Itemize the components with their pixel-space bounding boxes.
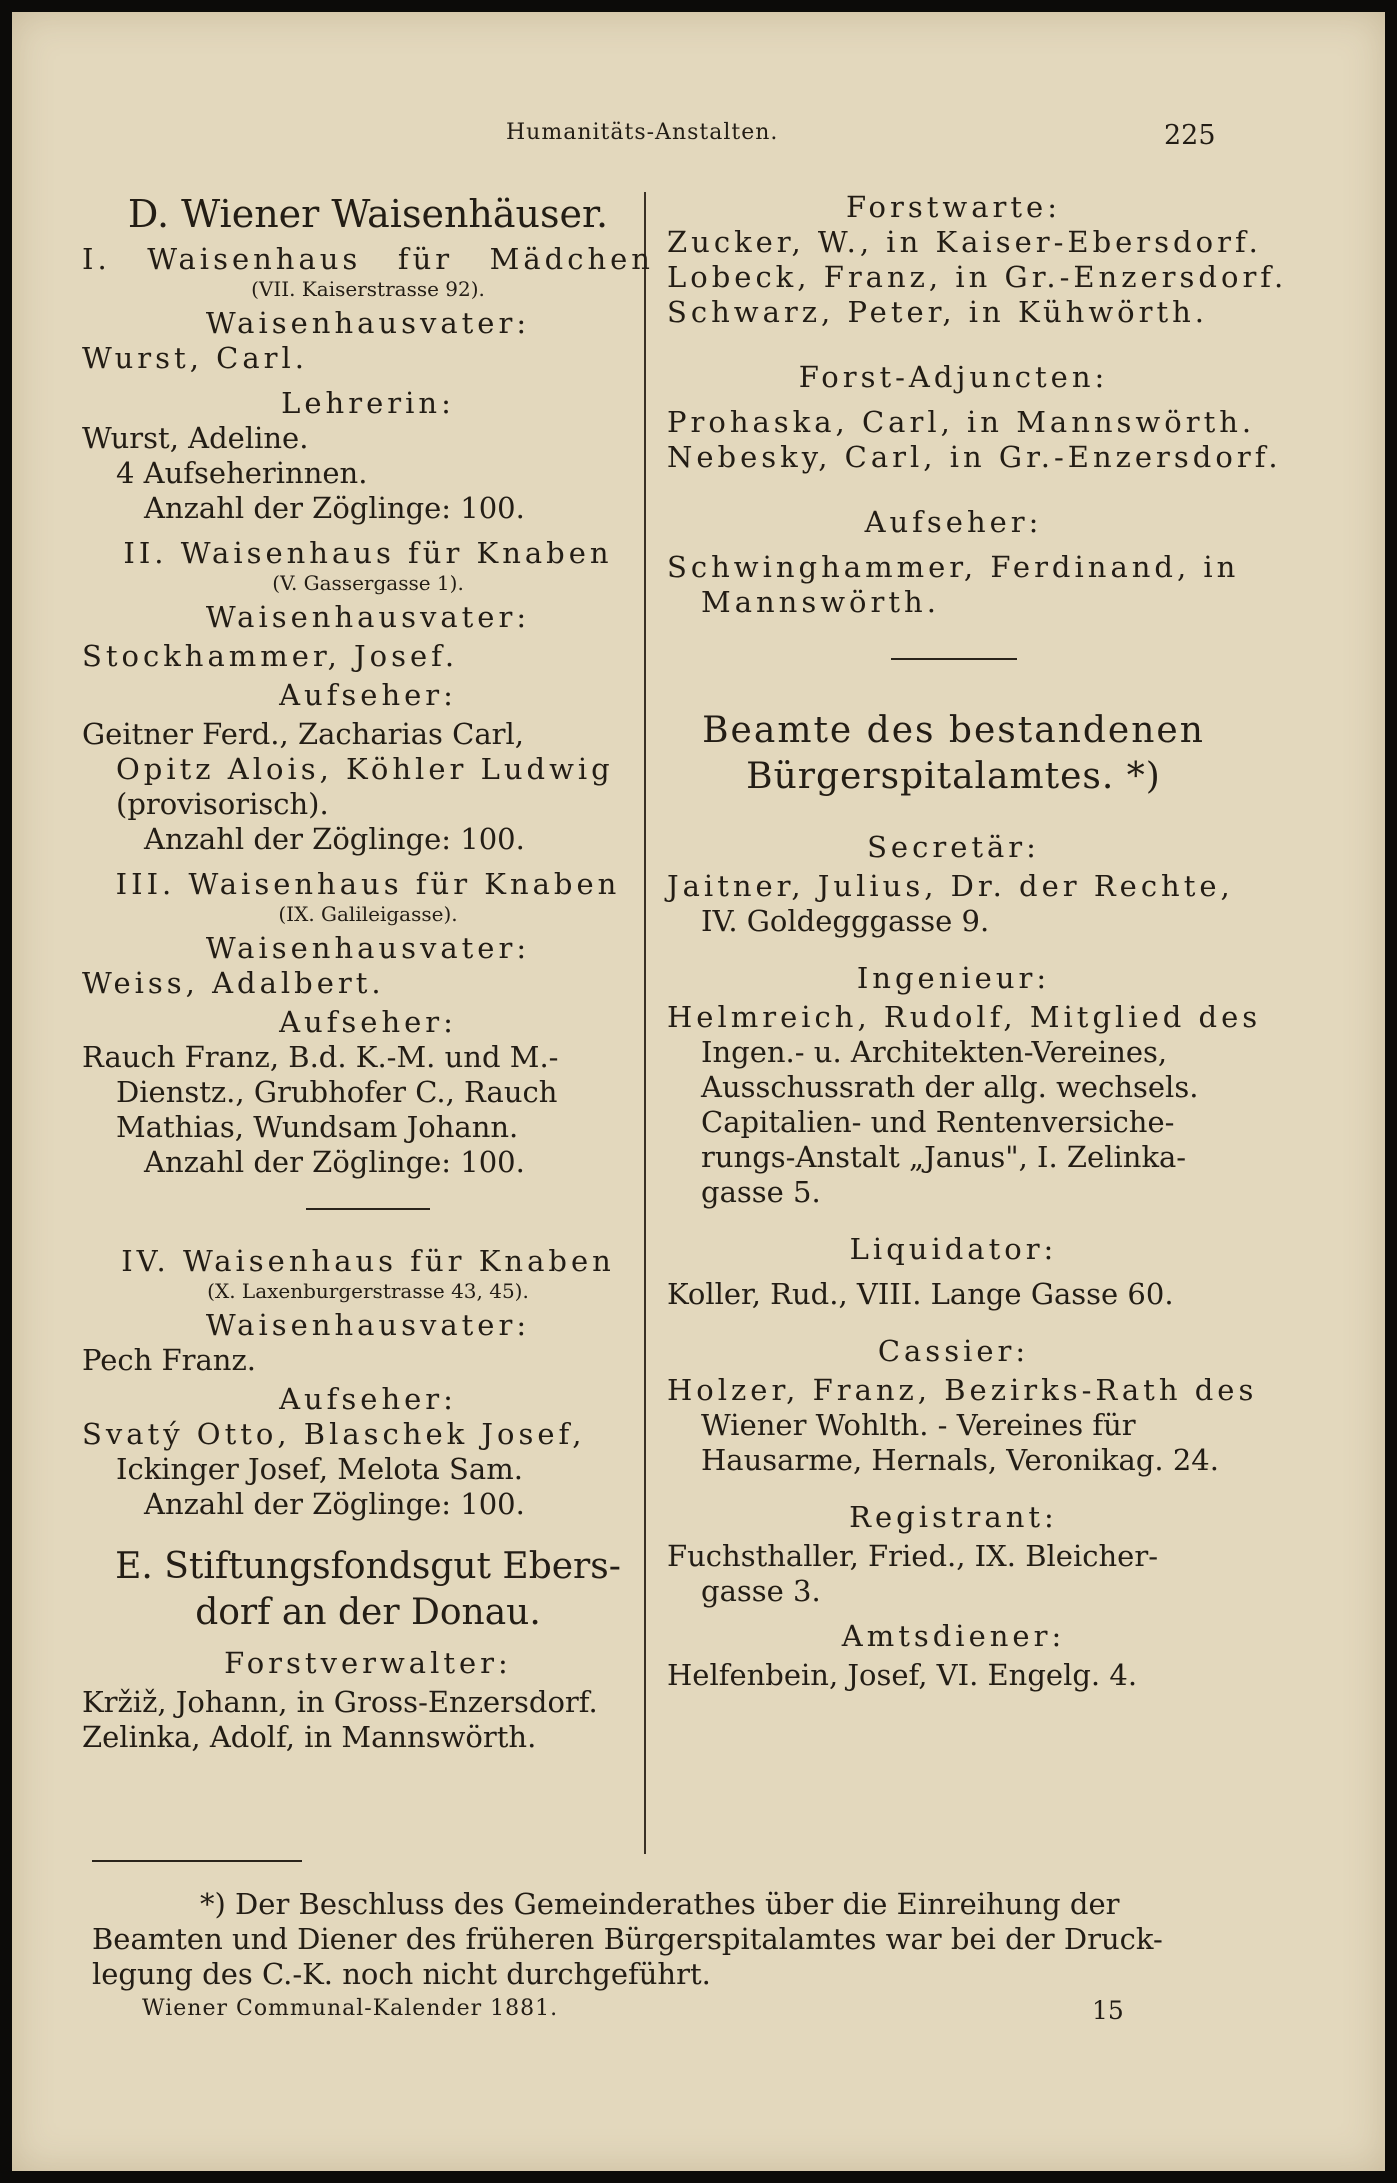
footer-signature-number: 15	[1092, 1996, 1124, 2025]
section-e-title-line-2: dorf an der Donau.	[195, 1592, 541, 1633]
forstwarte-line-1: Zucker, W., in Kaiser-Ebersdorf.	[667, 225, 1262, 259]
adjuncten-role: Forst-Adjuncten:	[798, 360, 1109, 394]
secretaer-line-2: IV. Goldegggasse 9.	[701, 904, 990, 938]
orphanage-4	[82, 1244, 654, 1522]
ingenieur-line-2: Ingen.- u. Architekten-Vereines,	[701, 1035, 1168, 1069]
running-head: Humanitäts-Anstalten.	[506, 120, 779, 145]
orphanage-3	[82, 867, 654, 1180]
page-number: 225	[1164, 120, 1216, 151]
section-e	[82, 1544, 654, 1755]
footnote-rule	[92, 1860, 302, 1862]
orphanage-4-line-1: Svatý Otto, Blaschek Josef,	[82, 1417, 586, 1451]
footnote-line-2: Beamten und Diener des früheren Bürgerspitalamtes war bei der Druck-	[92, 1922, 1163, 1956]
forstwarte-line-2: Lobeck, Franz, in Gr.-Enzersdorf.	[667, 260, 1288, 294]
beamte-title-line-1: Beamte des bestandenen	[702, 710, 1205, 751]
orphanage-3-role2: Aufseher:	[279, 1005, 457, 1039]
left-column	[82, 190, 654, 1755]
liquidator-role: Liquidator:	[849, 1232, 1058, 1266]
orphanage-3-line-2: Dienstz., Grubhofer C., Rauch	[116, 1075, 558, 1109]
aufseher-block	[667, 505, 1240, 620]
section-e-role: Forstverwalter:	[224, 1646, 512, 1680]
orphanage-4-role2: Aufseher:	[279, 1382, 457, 1416]
adjuncten-block	[667, 360, 1282, 475]
ingenieur-line-5: rungs-Anstalt „Janus", I. Zelinka-	[701, 1140, 1187, 1174]
cassier-line-2: Wiener Wohlth. - Vereines für	[701, 1408, 1136, 1442]
amtsdiener-line-1: Helfenbein, Josef, VI. Engelg. 4.	[667, 1658, 1138, 1692]
orphanage-2-address: (V. Gassergasse 1).	[272, 571, 464, 595]
orphanage-4-title: IV. Waisenhaus für Knaben	[121, 1244, 615, 1278]
orphanage-4-line-2: Ickinger Josef, Melota Sam.	[116, 1452, 523, 1486]
beamte-section	[667, 708, 1262, 1693]
page	[12, 12, 1385, 2171]
orphanage-2	[82, 536, 654, 857]
orphanage-2-line-3: (provisorisch).	[116, 787, 329, 821]
orphanage-1-name1: Wurst, Carl.	[82, 341, 308, 375]
forstwarte-block	[667, 190, 1288, 330]
registrant-role: Registrant:	[849, 1500, 1058, 1534]
orphanage-2-count: Anzahl der Zöglinge: 100.	[144, 822, 525, 856]
cassier-line-3: Hausarme, Hernals, Veronikag. 24.	[701, 1443, 1219, 1477]
section-rule-left	[306, 1208, 430, 1210]
adjuncten-line-2: Nebesky, Carl, in Gr.-Enzersdorf.	[667, 440, 1282, 474]
orphanage-3-count: Anzahl der Zöglinge: 100.	[144, 1145, 525, 1179]
orphanage-1-line3: 4 Aufseherinnen.	[116, 456, 368, 490]
cassier-line-1: Holzer, Franz, Bezirks-Rath des	[667, 1373, 1258, 1407]
orphanage-2-title: II. Waisenhaus für Knaben	[123, 536, 613, 570]
ingenieur-role: Ingenieur:	[856, 961, 1051, 995]
registrant-line-1: Fuchsthaller, Fried., IX. Bleicher-	[667, 1539, 1158, 1573]
orphanage-1	[82, 242, 654, 526]
section-e-line-1: Kržiž, Johann, in Gross-Enzersdorf.	[82, 1685, 598, 1719]
right-column	[667, 190, 1288, 1693]
orphanage-4-name1: Pech Franz.	[82, 1343, 256, 1377]
forstwarte-line-3: Schwarz, Peter, in Kühwörth.	[667, 295, 1209, 329]
orphanage-4-role1: Waisenhausvater:	[205, 1308, 531, 1342]
cassier-role: Cassier:	[877, 1334, 1030, 1368]
ingenieur-line-3: Ausschussrath der allg. wechsels.	[701, 1070, 1199, 1104]
orphanage-3-line-3: Mathias, Wundsam Johann.	[116, 1110, 519, 1144]
orphanage-1-role2: Lehrerin:	[281, 386, 455, 420]
orphanage-3-line-1: Rauch Franz, B.d. K.-M. und M.-	[82, 1040, 559, 1074]
liquidator-line-1: Koller, Rud., VIII. Lange Gasse 60.	[667, 1277, 1174, 1311]
footnote	[92, 1887, 1240, 1992]
footnote-line-1: *) Der Beschluss des Gemeinderathes über die Einreihung der	[200, 1887, 1120, 1921]
orphanage-1-name2: Wurst, Adeline.	[82, 421, 309, 455]
orphanage-2-name1: Stockhammer, Josef.	[82, 639, 459, 673]
registrant-line-2: gasse 3.	[701, 1574, 821, 1608]
forstwarte-role: Forstwarte:	[846, 190, 1061, 224]
section-d-title: D. Wiener Waisenhäuser.	[127, 192, 609, 236]
ingenieur-line-4: Capitalien- und Rentenversiche-	[701, 1105, 1175, 1139]
secretaer-line-1: Jaitner, Julius, Dr. der Rechte,	[667, 869, 1234, 903]
aufseher-role: Aufseher:	[864, 505, 1043, 539]
orphanage-1-role1: Waisenhausvater:	[205, 306, 531, 340]
adjuncten-line-1: Prohaska, Carl, in Mannswörth.	[667, 405, 1256, 439]
orphanage-4-count: Anzahl der Zöglinge: 100.	[144, 1487, 525, 1521]
orphanage-3-name1: Weiss, Adalbert.	[82, 966, 385, 1000]
orphanage-2-role2: Aufseher:	[279, 678, 457, 712]
orphanage-3-address: (IX. Galileigasse).	[278, 902, 458, 926]
orphanage-1-address: (VII. Kaiserstrasse 92).	[251, 277, 485, 301]
orphanage-2-role1: Waisenhausvater:	[205, 600, 531, 634]
aufseher-line-1: Schwinghammer, Ferdinand, in	[667, 550, 1240, 584]
secretaer-role: Secretär:	[867, 830, 1040, 864]
orphanage-2-line-1: Geitner Ferd., Zacharias Carl,	[82, 717, 524, 751]
footnote-line-3: legung des C.-K. noch nicht durchgeführt.	[92, 1957, 711, 1991]
orphanage-3-title: III. Waisenhaus für Knaben	[115, 867, 621, 901]
footer-publication: Wiener Communal-Kalender 1881.	[142, 1996, 559, 2021]
orphanage-1-count: Anzahl der Zöglinge: 100.	[144, 491, 525, 525]
orphanage-4-address: (X. Laxenburgerstrasse 43, 45).	[207, 1279, 529, 1303]
orphanage-1-title: I. Waisenhaus für Mädchen	[82, 242, 654, 276]
amtsdiener-role: Amtsdiener:	[841, 1619, 1066, 1653]
ingenieur-line-1: Helmreich, Rudolf, Mitglied des	[667, 1000, 1262, 1034]
section-e-title-line-1: E. Stiftungsfondsgut Ebers-	[115, 1546, 621, 1587]
section-rule-right	[891, 658, 1017, 660]
page-inner	[12, 12, 1385, 2171]
section-e-line-2: Zelinka, Adolf, in Mannswörth.	[82, 1720, 537, 1754]
orphanage-3-role1: Waisenhausvater:	[205, 931, 531, 965]
ingenieur-line-6: gasse 5.	[701, 1175, 821, 1209]
beamte-title-line-2: Bürgerspitalamtes. *)	[746, 756, 1161, 797]
aufseher-line-2: Mannswörth.	[701, 585, 940, 619]
orphanage-2-line-2: Opitz Alois, Köhler Ludwig	[116, 752, 614, 786]
